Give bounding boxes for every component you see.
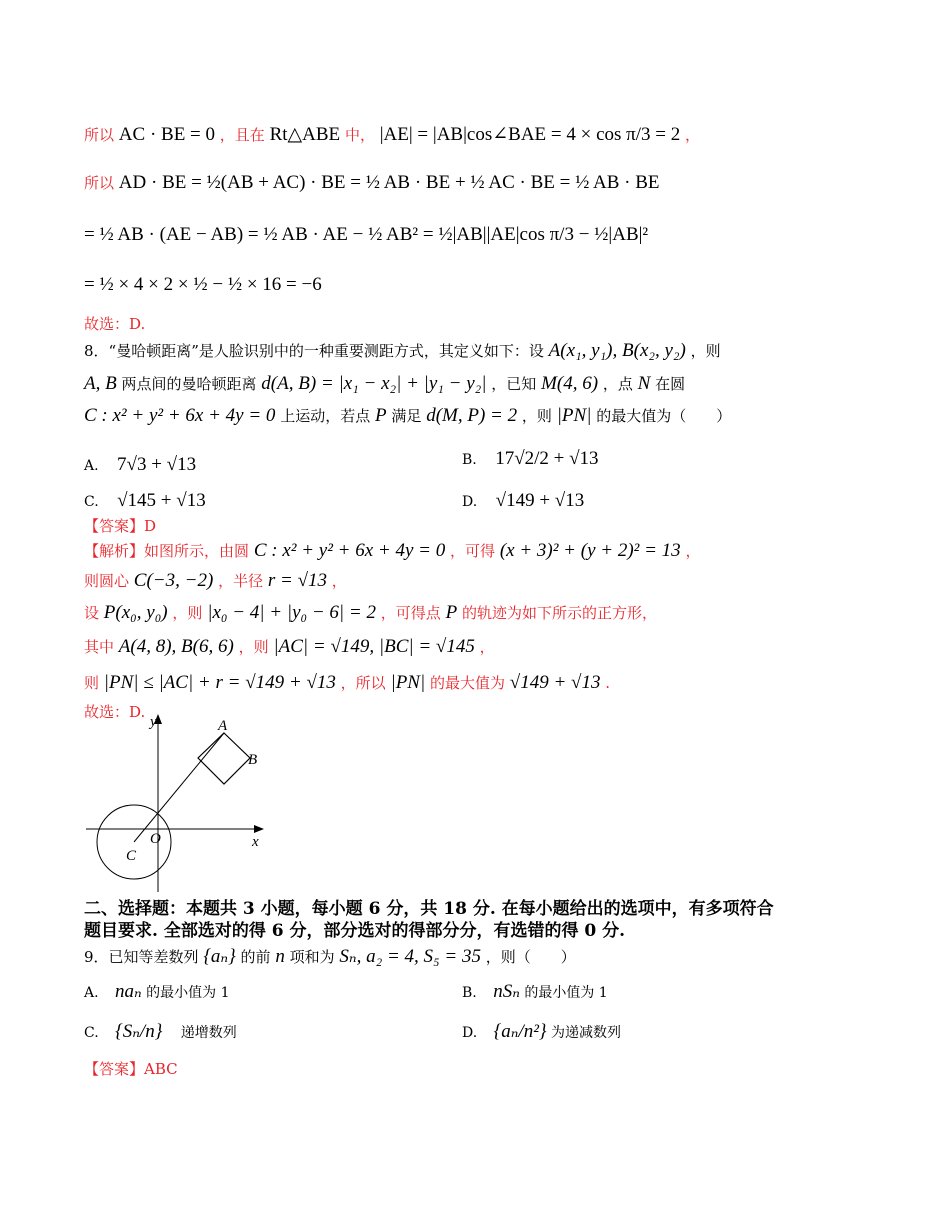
option-label: C. [84,494,99,510]
text-segment: 的最大值为 [429,674,505,692]
math-expr: A(x₁, y₁), B(x₂, y₂) [548,340,686,361]
option-value: √149 + √13 [495,490,585,511]
text-segment: ，且在 [219,126,265,144]
x-axis-arrow [254,825,264,833]
text-segment: ，则 [521,407,552,425]
answer-tag: 【答案】 [84,1060,145,1078]
option-label: C. [84,1025,99,1041]
q8-analysis-line2 [84,570,347,592]
q8-conclusion: 故选：D. [84,703,146,721]
text-segment: ， [331,572,347,590]
math-expr: = ½ AB · (AE − AB) = ½ AB · AE − ½ AB² = ½|AB||AE|cos π/3 − ½|AB|² [84,224,649,245]
option-text: 的最小值为 1 [146,985,230,1001]
q8-option-a [84,454,196,476]
answer-tag: 【答案】 [84,517,145,535]
math-expr: d(A, B) = |x₁ − x₂| + |y₁ − y₂| [261,373,487,394]
text-segment: 上运动，若点 [280,407,371,425]
point-c-label: C [126,848,137,864]
option-math: {Sₙ/n} [115,1021,163,1042]
option-text: 为递减数列 [550,1025,621,1041]
option-math: nSₙ [493,981,520,1002]
answer-value: ABC [144,1060,178,1078]
math-expr: |PN| ≤ |AC| + r = √149 + √13 [103,672,336,693]
math-expr: A(4, 8), B(6, 6) [118,636,234,657]
q8-stem-line2 [84,373,685,395]
text-segment: 的轨迹为如下所示的正方形， [461,604,657,622]
option-label: D. [462,1025,478,1041]
text-segment: ，半径 [218,572,264,590]
math-expr: |x₀ − 4| + |y₀ − 6| = 2 [207,602,376,623]
q8-analysis-line5 [84,672,610,694]
text-segment: 的前 [240,948,271,966]
math-expr: d(M, P) = 2 [426,405,518,426]
text-segment: 中， [344,126,375,144]
q8-analysis-line3 [84,602,657,624]
option-label: D. [462,494,478,510]
text-segment: ，则 [690,342,721,360]
text-segment: ，则 [238,638,269,656]
q9-option-a [84,980,230,1003]
math-expr: {aₙ} [203,946,236,967]
q8-option-d [462,490,584,512]
math-expr: AC · BE = 0 [118,124,216,145]
q8-figure [84,712,274,897]
q9-answer [84,1058,178,1080]
q9-stem [84,946,576,968]
origin-label: O [150,831,161,847]
math-expr: P [445,602,458,623]
option-value: 7√3 + √13 [117,454,197,475]
math-expr: A, B [84,373,117,394]
math-expr: N [637,373,651,394]
q8-stem-line3 [84,405,731,427]
q9-option-b [462,980,608,1003]
text-segment: 其中 [84,638,115,656]
section2-heading-line2: 题目要求. 全部选对的得 6 分，部分选对的得部分分，有选错的得 0 分. [84,921,626,941]
sol7-line4 [84,274,322,296]
text-segment: ，已知 [491,375,537,393]
math-expr: n [275,946,285,967]
text-segment: 则 [84,674,100,692]
point-b-label: B [248,752,258,768]
math-expr: M(4, 6) [541,373,599,394]
text-segment: ， [685,126,701,144]
math-expr: |AE| = |AB|cos∠BAE = 4 × cos π/3 = 2 [379,124,681,145]
text-segment: 所以 [84,126,115,144]
math-expr: √149 + √13 [509,672,601,693]
option-label: B. [462,985,477,1001]
text-segment: 的最大值为（ ） [596,407,732,425]
q8-answer [84,515,156,537]
math-expr: |AC| = √149, |BC| = √145 [273,636,475,657]
option-math: {aₙ/n²} [493,1021,547,1042]
option-value: √145 + √13 [117,490,206,511]
option-value: 17√2/2 + √13 [495,448,599,469]
q9-option-d [462,1020,621,1043]
math-expr: = ½ × 4 × 2 × ½ − ½ × 16 = −6 [84,274,322,295]
text-segment: ，则（ ） [485,948,576,966]
text-segment: 所以 [84,174,115,192]
square-trajectory [198,733,250,784]
math-expr: AD · BE = ½(AB + AC) · BE = ½ AB · BE + ½ AC · BE = ½ AB · BE [118,172,660,193]
q8-option-c [84,490,206,512]
math-expr: Rt△ABE [269,124,341,145]
q8-analysis-line4 [84,636,495,658]
sol7-line2 [84,172,660,194]
option-label: A. [84,985,99,1001]
math-expr: |PN| [390,672,426,693]
text-segment: 项和为 [289,948,335,966]
x-label: x [252,834,259,850]
text-segment: ， [685,542,701,560]
sol7-line1 [84,124,700,146]
math-expr: Sₙ, a₂ = 4, S₅ = 35 [339,946,481,967]
q8-option-b [462,448,599,470]
text-segment: . [605,674,611,692]
y-label: y [150,714,157,730]
math-expr: C : x² + y² + 6x + 4y = 0 [84,405,276,426]
text-segment: ， [479,638,495,656]
option-text: 递增数列 [180,1025,237,1041]
q9-option-c [84,1020,237,1043]
answer-value: D [144,517,157,535]
math-expr: r = √13 [267,570,328,591]
text-segment: 如图所示，由圆 [144,542,250,560]
text-segment: ，所以 [340,674,386,692]
point-a-label: A [218,718,228,734]
text-segment: ，点 [602,375,633,393]
text-segment: ，可得 [450,542,496,560]
text-segment: 在圆 [655,375,686,393]
math-expr: C : x² + y² + 6x + 4y = 0 [253,540,446,561]
option-text: 的最小值为 1 [524,985,608,1001]
text-segment: 设 [84,604,100,622]
math-expr: |PN| [556,405,592,426]
text-segment: 9．已知等差数列 [84,948,199,966]
option-label: A. [84,458,99,474]
segment-ca [134,733,224,842]
sol7-line3 [84,224,648,246]
text-segment: ，则 [172,604,203,622]
option-label: B. [462,452,477,468]
sol7-conclusion: 故选：D. [84,315,146,333]
math-expr: C(−3, −2) [133,570,214,591]
text-segment: 满足 [391,407,422,425]
section2-heading-line1: 二、选择题：本题共 3 小题，每小题 6 分，共 18 分. 在每小题给出的选项中，有多项符合 [84,899,774,919]
math-expr: (x + 3)² + (y + 2)² = 13 [499,540,681,561]
q8-analysis-line1 [84,540,700,562]
analysis-tag: 【解析】 [84,542,145,560]
math-expr: P [375,405,387,426]
text-segment: 则圆心 [84,572,130,590]
text-segment: 两点间的曼哈顿距离 [121,375,257,393]
text-segment: 8．“曼哈顿距离”是人脸识别中的一种重要测距方式，其定义如下：设 [84,342,544,360]
text-segment: ，可得点 [380,604,441,622]
math-expr: P(x₀, y₀) [103,602,168,623]
q8-stem-line1 [84,340,721,362]
option-math: naₙ [115,981,142,1002]
